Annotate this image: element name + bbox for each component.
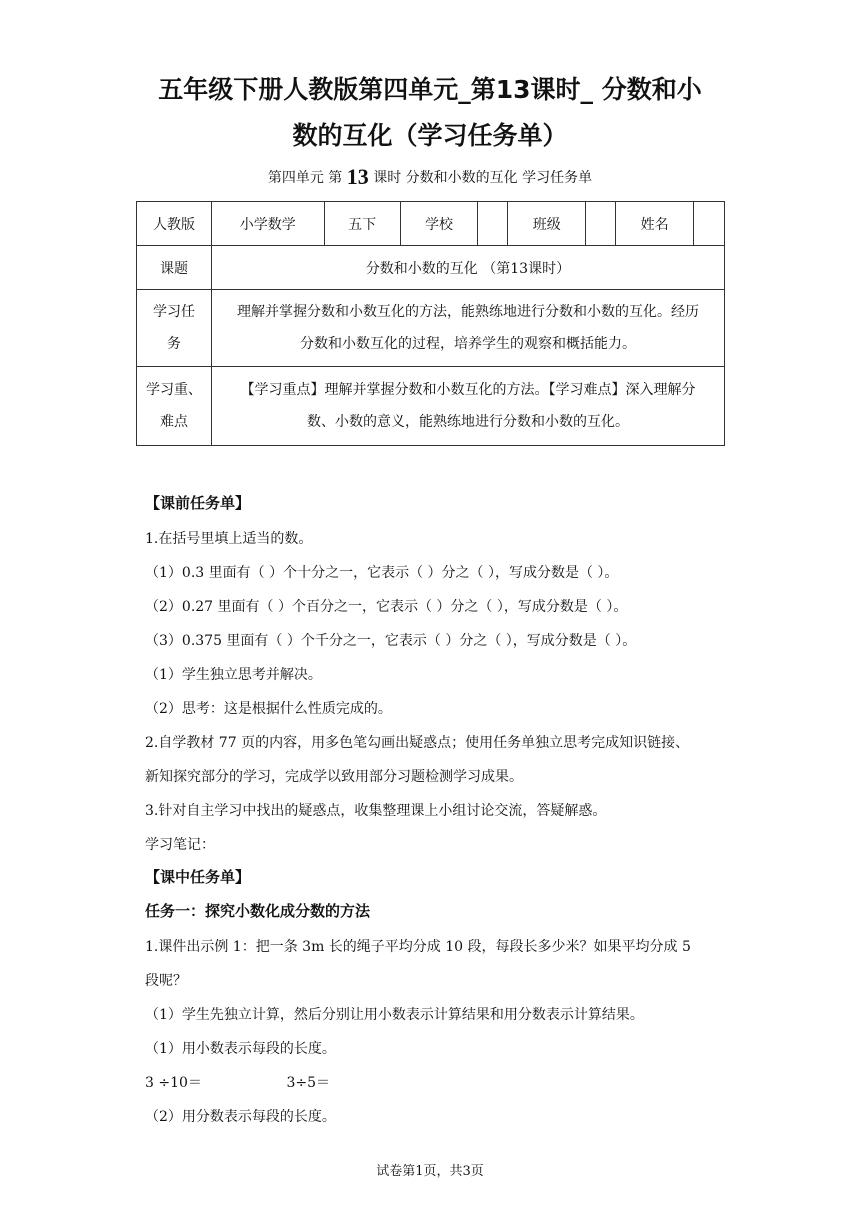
- instruction-line: （1）学生独立思考并解决。: [145, 667, 322, 683]
- key-value-line-1: 【学习重点】理解并掌握分数和小数互化的方法。【学习难点】深入理解分: [240, 382, 696, 398]
- task-label: [137, 290, 212, 367]
- task-one-heading: 任务一：探究小数化成分数的方法: [145, 902, 371, 920]
- subject-cell: 小学数学: [211, 202, 324, 246]
- question-1: 1.在括号里填上适当的数。: [145, 531, 313, 547]
- school-label: 学校: [400, 202, 478, 246]
- key-value-line-2: 数、小数的意义，能熟练地进行分数和小数的互化。: [306, 414, 629, 430]
- task-value: [211, 290, 724, 367]
- table-row: [137, 246, 725, 290]
- page-title-line-2: 数的互化（学习任务单）: [292, 121, 568, 150]
- question-1-part-3: （3）0.375 里面有（ ）个千分之一，它表示（ ）分之（ ），写成分数是（ ）。: [145, 633, 637, 649]
- instruction-line: （2）用分数表示每段的长度。: [145, 1109, 336, 1125]
- key-label-line-2: 难点: [159, 414, 188, 430]
- instruction-line: （2）思考：这是根据什么性质完成的。: [145, 701, 392, 717]
- publisher-cell: 人教版: [137, 202, 212, 246]
- key-points-value: [211, 367, 724, 446]
- section-heading-in-class: 【课中任务单】: [145, 868, 251, 886]
- key-points-label: [137, 367, 212, 446]
- task-value-line-1: 理解并掌握分数和小数互化的方法，能熟练地进行分数和小数的互化。经历: [236, 304, 699, 320]
- class-label: 班级: [508, 202, 586, 246]
- class-field[interactable]: [586, 202, 616, 246]
- page-footer: 试卷第1页，共3页: [376, 1164, 484, 1179]
- topic-value: 分数和小数的互化 （第13课时）: [211, 246, 724, 290]
- instruction-line: （1）学生先独立计算，然后分别让用小数表示计算结果和用分数表示计算结果。: [145, 1007, 644, 1023]
- question-1-part-1: （1）0.3 里面有（ ）个十分之一，它表示（ ）分之（ ），写成分数是（ ）。: [145, 565, 619, 581]
- example-1-cont: 段呢？: [145, 973, 187, 989]
- question-2-cont: 新知探究部分的学习，完成学以致用部分习题检测学习成果。: [145, 769, 523, 785]
- subtitle-lesson-number: 13: [346, 164, 369, 189]
- section-heading-pre-class: 【课前任务单】: [145, 494, 251, 512]
- subtitle-suffix: 课时 分数和小数的互化 学习任务单: [373, 170, 593, 186]
- key-label-line-1: 学习重、: [145, 382, 202, 398]
- table-row: [137, 202, 725, 246]
- table-row: [137, 290, 725, 367]
- page-title-line-1: 五年级下册人教版第四单元_第13课时_ 分数和小: [158, 75, 702, 104]
- subtitle: [0, 164, 860, 190]
- question-2: 2.自学教材 77 页的内容，用多色笔勾画出疑惑点；使用任务单独立思考完成知识链接、: [145, 735, 690, 751]
- example-1: 1.课件出示例 1：把一条 3m 长的绳子平均分成 10 段，每段长多少米？如果平均分成 5: [145, 939, 691, 955]
- topic-label: 课题: [137, 246, 212, 290]
- question-3: 3.针对自主学习中找出的疑惑点，收集整理课上小组讨论交流，答疑解惑。: [145, 803, 607, 819]
- subtitle-prefix: 第四单元 第: [267, 170, 343, 186]
- question-1-part-2: （2）0.27 里面有（ ）个百分之一，它表示（ ）分之（ ），写成分数是（ ）。: [145, 599, 628, 615]
- info-table: [136, 201, 725, 446]
- task-label-line-2: 务: [166, 336, 181, 352]
- task-value-line-2: 分数和小数互化的过程，培养学生的观察和概括能力。: [299, 336, 636, 352]
- name-label: 姓名: [616, 202, 694, 246]
- notes-label: 学习笔记：: [145, 837, 215, 853]
- table-row: [137, 367, 725, 446]
- calculation-line: 3 ÷10＝ 3÷5＝: [145, 1075, 331, 1091]
- name-field[interactable]: [694, 202, 725, 246]
- grade-cell: 五下: [324, 202, 400, 246]
- instruction-line: （1）用小数表示每段的长度。: [145, 1041, 336, 1057]
- school-field[interactable]: [478, 202, 508, 246]
- task-label-line-1: 学习任: [152, 304, 195, 320]
